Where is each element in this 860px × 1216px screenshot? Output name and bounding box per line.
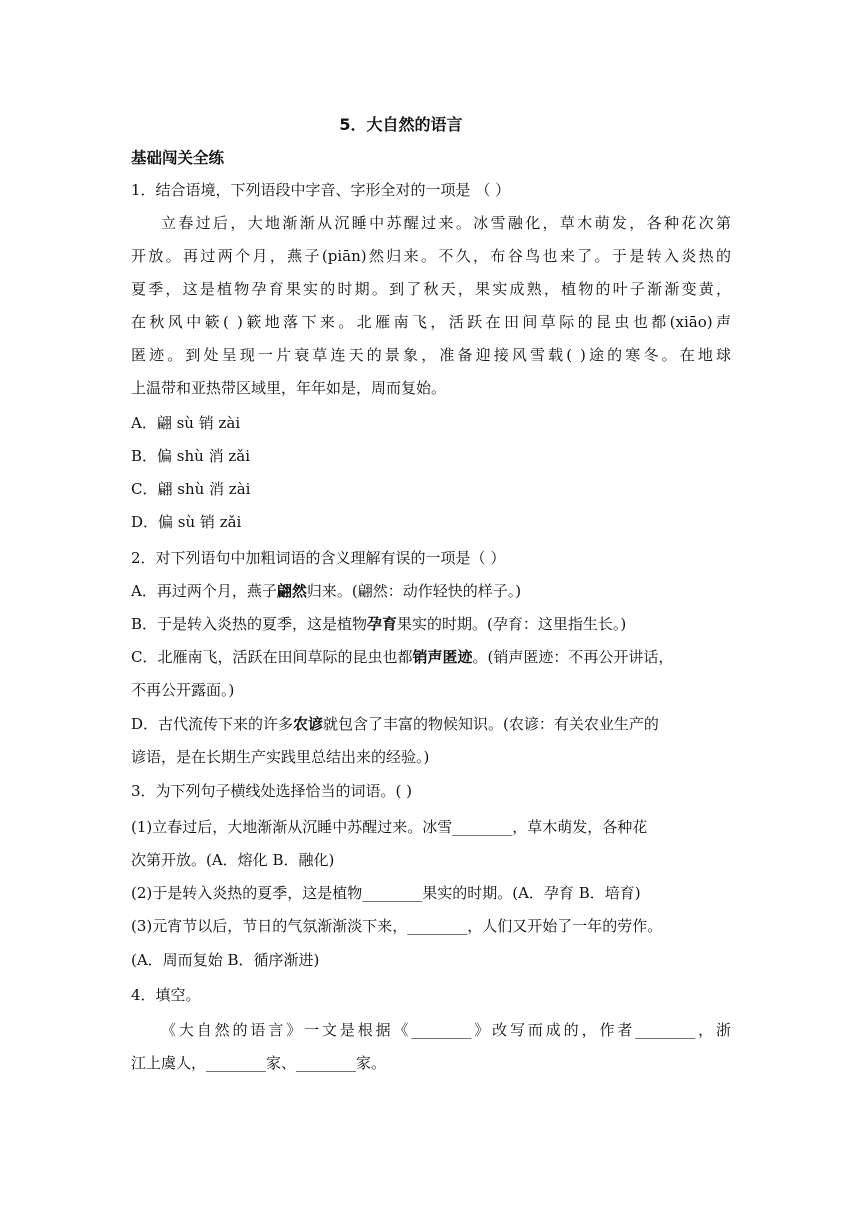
passage-line-2: 开放。再过两个月，燕子(piān)然归来。不久，布谷鸟也来了。于是转入炎热的 — [131, 247, 731, 265]
q3-sentence-1: (1)立春过后，大地渐渐从沉睡中苏醒过来。冰雪________，草木萌发，各种花 — [131, 818, 648, 836]
q2-d-bold-word: 农谚 — [293, 715, 324, 733]
q2-c-post: 。(销声匿迹：不再公开讲话， — [472, 648, 674, 666]
q2-c-bold-word: 销声匿迹 — [412, 648, 473, 666]
q2-option-d-continued: 谚语，是在长期生产实践里总结出来的经验。) — [131, 748, 430, 766]
q2-option-a — [131, 581, 521, 601]
q3-sentence-1-options: 次第开放。(A．熔化 B．融化) — [131, 851, 335, 869]
q2-option-c — [131, 647, 673, 667]
question-1-stem: 1．结合语境，下列语段中字音、字形全对的一项是 （ ） — [131, 181, 511, 199]
q2-c-pre: C．北雁南飞，活跃在田间草际的昆虫也都 — [131, 648, 413, 666]
q2-b-bold-word: 孕育 — [367, 615, 398, 633]
q3-sentence-3-options: (A．周而复始 B．循序渐进) — [131, 951, 320, 969]
q2-b-pre: B．于是转入炎热的夏季，这是植物 — [131, 615, 368, 633]
question-2-stem: 2．对下列语句中加粗词语的含义理解有误的一项是（ ） — [131, 549, 506, 567]
q1-option-d: D．偏 sù 销 zǎi — [131, 513, 242, 531]
question-4-stem: 4．填空。 — [131, 986, 201, 1004]
q2-a-bold-word: 翩然 — [276, 582, 307, 600]
passage-line-6: 上温带和亚热带区域里，年年如是，周而复始。 — [131, 379, 447, 397]
question-3-stem: 3．为下列句子横线处选择恰当的词语。( ) — [131, 782, 413, 800]
q2-a-pre: A．再过两个月，燕子 — [131, 582, 277, 600]
passage-line-3: 夏季，这是植物孕育果实的时期。到了秋天，果实成熟，植物的叶子渐渐变黄， — [131, 280, 731, 298]
q2-d-post: 就包含了丰富的物候知识。(农谚：有关农业生产的 — [323, 715, 659, 733]
q1-option-c: C．翩 shù 消 zài — [131, 480, 251, 498]
q3-sentence-3: (3)元宵节以后，节日的气氛渐渐淡下来，________，人们又开始了一年的劳作。 — [131, 917, 663, 935]
passage-line-1: 立春过后，大地渐渐从沉睡中苏醒过来。冰雪融化，草木萌发，各种花次第 — [161, 214, 731, 232]
q2-option-b — [131, 614, 626, 634]
section-heading: 基础闯关全练 — [131, 149, 225, 167]
q2-d-pre: D．古代流传下来的许多 — [131, 715, 294, 733]
q1-option-a: A．翩 sù 销 zài — [131, 414, 241, 432]
q1-option-b: B．偏 shù 消 zǎi — [131, 447, 250, 465]
q2-option-d — [131, 714, 659, 734]
q2-option-c-continued: 不再公开露面。) — [131, 681, 235, 699]
q2-a-post: 归来。(翩然：动作轻快的样子。) — [306, 582, 522, 600]
passage-line-5: 匿迹。到处呈现一片衰草连天的景象，准备迎接风雪载( )途的寒冬。在地球 — [131, 346, 731, 364]
q4-line-1: 《大自然的语言》一文是根据《________》改写而成的，作者________，浙 — [161, 1021, 731, 1039]
q3-sentence-2: (2)于是转入炎热的夏季，这是植物________果实的时期。(A．孕育 B．培育) — [131, 884, 641, 902]
passage-line-4: 在秋风中簌( )簌地落下来。北雁南飞，活跃在田间草际的昆虫也都(xiāo)声 — [131, 313, 731, 331]
q2-b-post: 果实的时期。(孕育：这里指生长。) — [397, 615, 627, 633]
q4-line-2: 江上虞人，________家、________家。 — [131, 1054, 387, 1072]
page-title: 5．大自然的语言 — [339, 115, 463, 134]
